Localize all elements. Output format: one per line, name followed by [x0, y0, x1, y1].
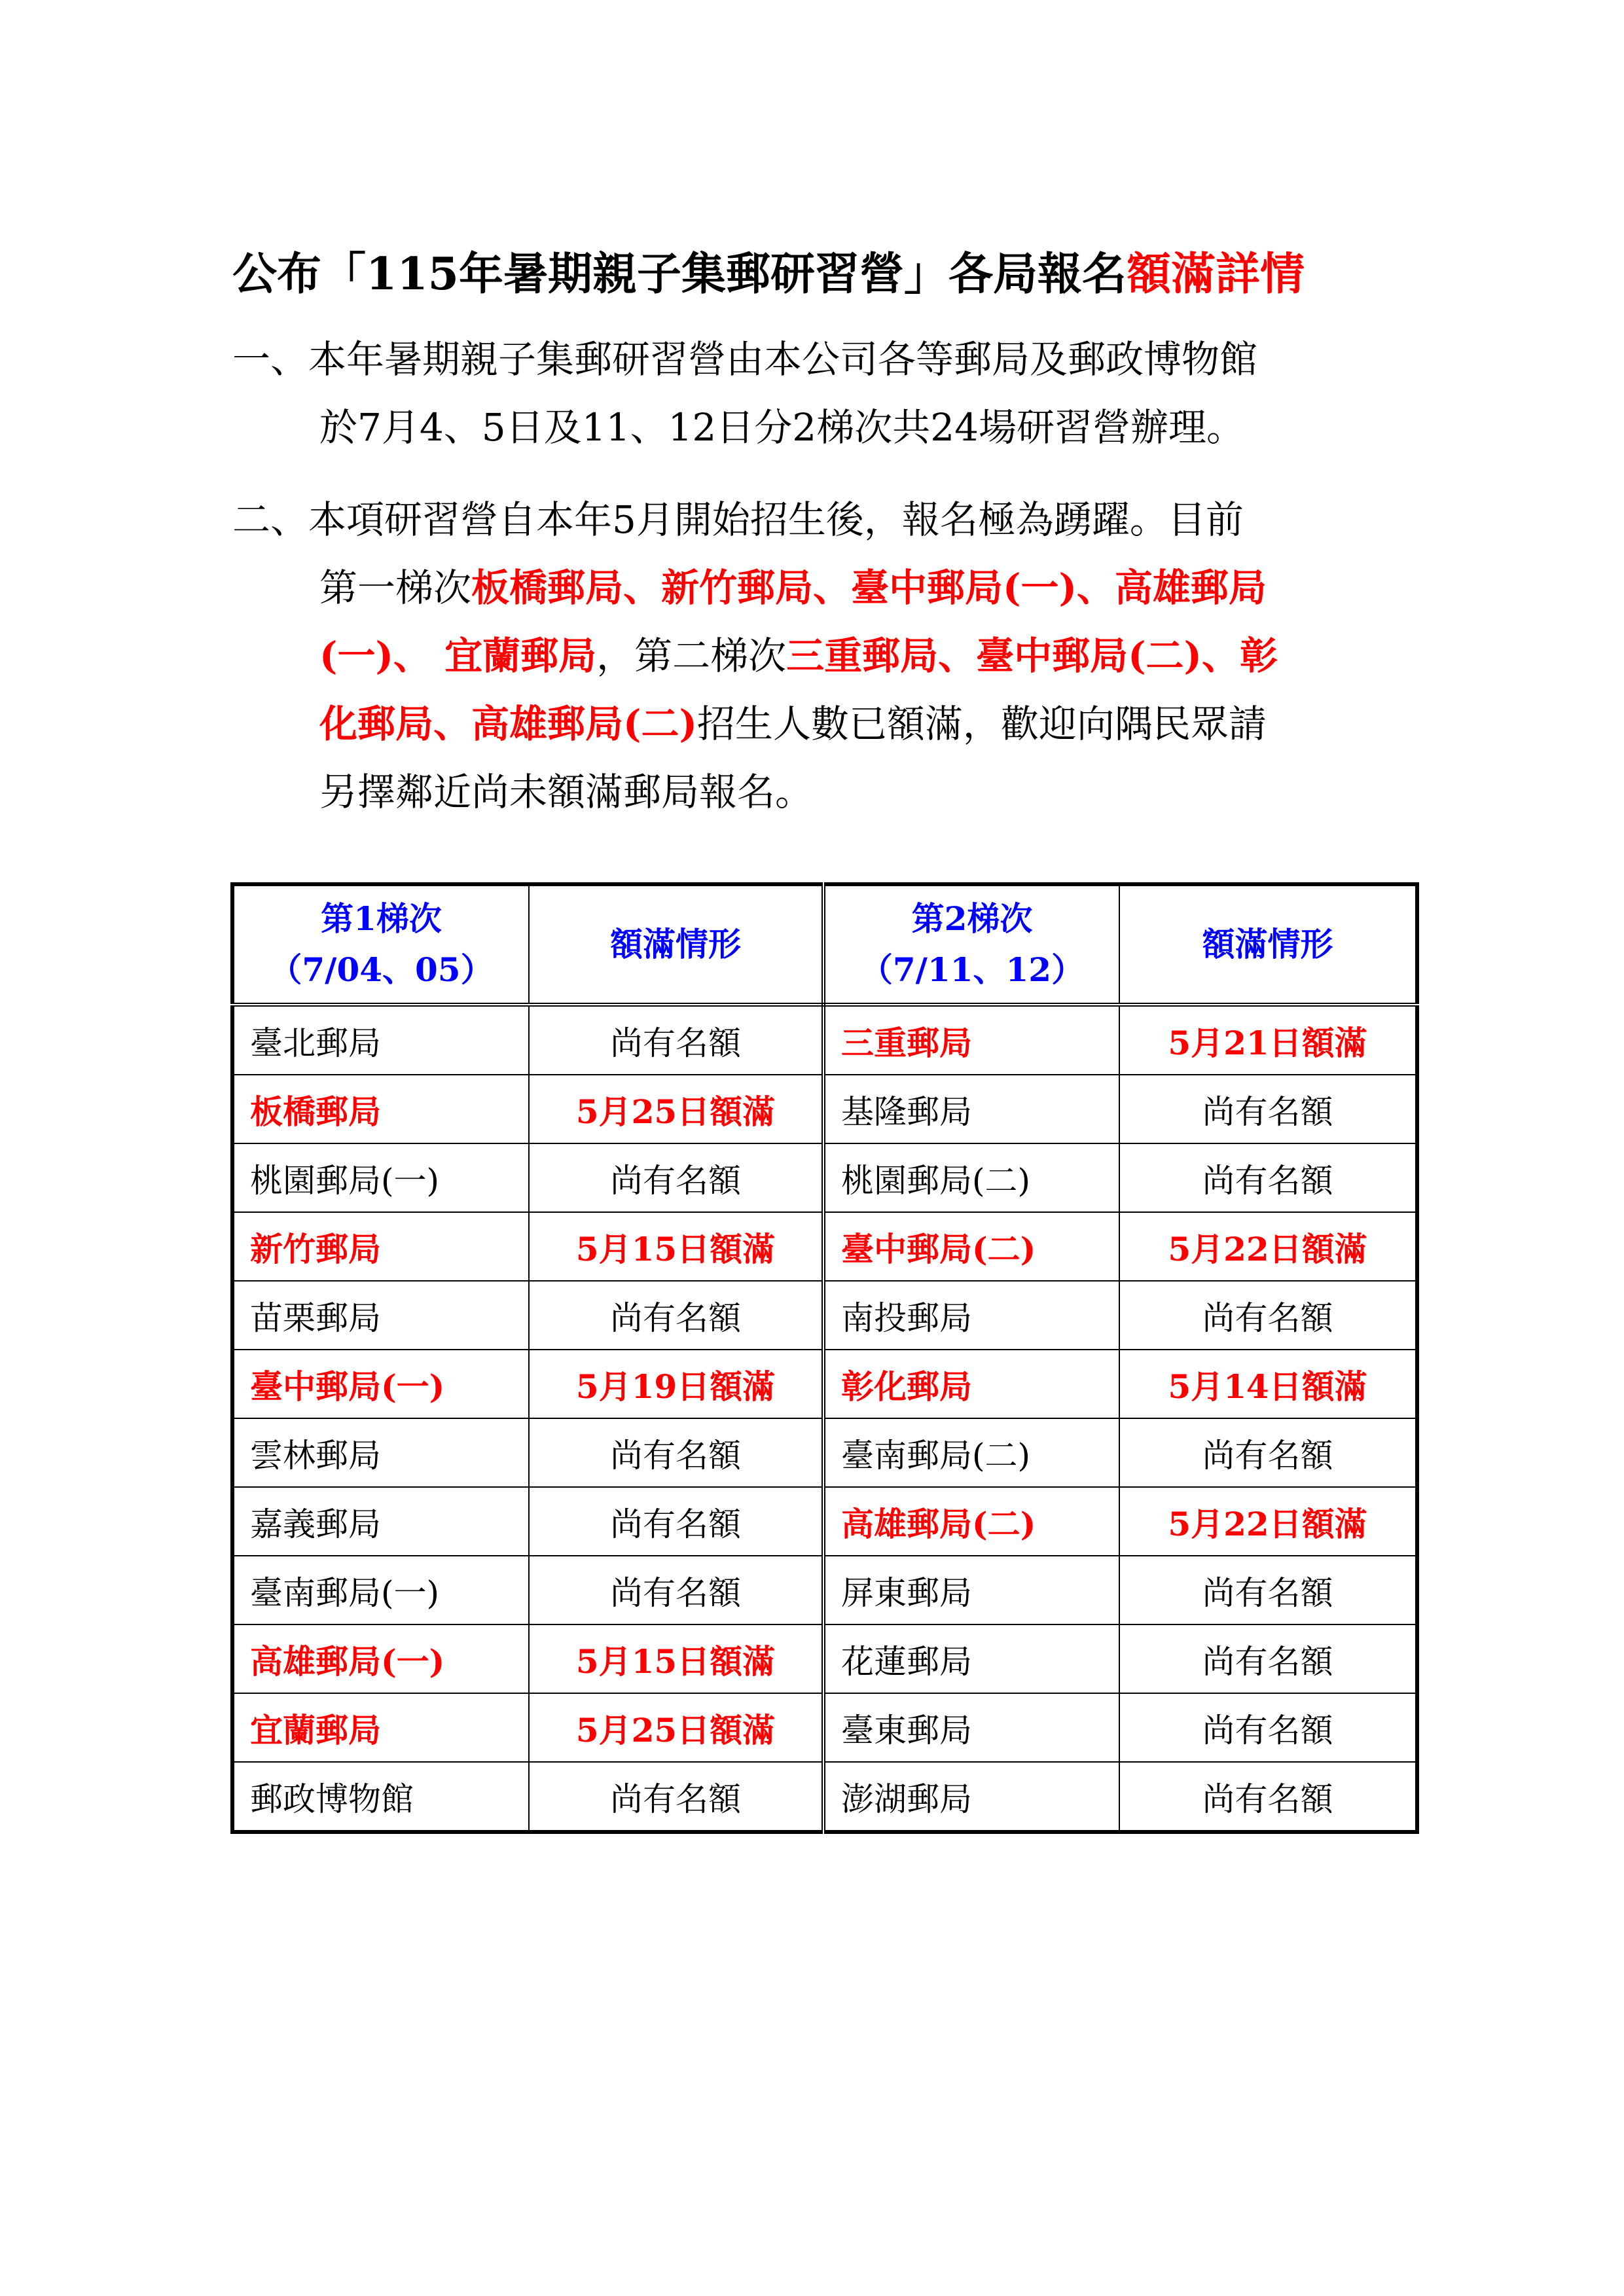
paragraph-two-line-3-highlight-a: (一)、 宜蘭郵局: [319, 634, 597, 678]
paragraph-two-line-2-highlight: 板橋郵局、新竹郵局、臺中郵局(一)、高雄郵局: [471, 565, 1267, 610]
table-row: [232, 1624, 1417, 1693]
paragraph-two-line-3-highlight-b: 三重郵局、臺中郵局(二)、彰: [786, 634, 1278, 678]
paragraph-two-line-4-highlight: 化郵局、高雄郵局(二): [319, 702, 697, 746]
paragraph-two-line-5: 另擇鄰近尚未額滿郵局報名。: [319, 770, 814, 814]
batch1-office-cell: 苗栗郵局: [232, 1281, 529, 1350]
batch1-office-cell: 嘉義郵局: [232, 1487, 529, 1556]
batch1-status-cell: 尚有名額: [529, 1005, 823, 1075]
table-row: [232, 1762, 1417, 1832]
batch2-office-cell: 臺南郵局(二): [823, 1418, 1119, 1487]
paragraph-two-line-4: [232, 690, 1411, 758]
table-row: [232, 1556, 1417, 1624]
batch2-header: [823, 884, 1119, 1005]
page-title: [232, 238, 1411, 310]
paragraph-two-line-2: [232, 554, 1411, 622]
batch1-header: [232, 884, 529, 1005]
batch1-status-cell: 5月19日額滿: [529, 1350, 823, 1418]
batch2-status-cell: 尚有名額: [1119, 1624, 1417, 1693]
table-row: [232, 1212, 1417, 1281]
paragraph-two-line-1: 二、本項研習營自本年5月開始招生後，報名極為踴躍。目前: [232, 497, 1244, 542]
table-row: [232, 1487, 1417, 1556]
batch1-title: 第1梯次: [321, 899, 442, 938]
batch2-office-cell: 花蓮郵局: [823, 1624, 1119, 1693]
batch1-status-cell: 尚有名額: [529, 1487, 823, 1556]
batch2-status-cell: 5月21日額滿: [1119, 1005, 1417, 1075]
batch1-status-cell: 尚有名額: [529, 1143, 823, 1212]
batch1-office-cell: 臺北郵局: [232, 1005, 529, 1075]
table-row: [232, 1418, 1417, 1487]
batch2-office-cell: 三重郵局: [823, 1005, 1119, 1075]
batch1-status-cell: 尚有名額: [529, 1418, 823, 1487]
table-row: [232, 1693, 1417, 1762]
batch1-office-cell: 臺南郵局(一): [232, 1556, 529, 1624]
paragraph-one: [232, 325, 1411, 461]
batch1-office-cell: 臺中郵局(一): [232, 1350, 529, 1418]
batch2-status-cell: 尚有名額: [1119, 1075, 1417, 1143]
table-row: [232, 1281, 1417, 1350]
table-header-row: [232, 884, 1417, 1005]
batch1-office-cell: 新竹郵局: [232, 1212, 529, 1281]
status2-header: 額滿情形: [1119, 884, 1417, 1005]
paragraph-two-line-2-plain: 第一梯次: [319, 565, 472, 610]
batch1-office-cell: 高雄郵局(一): [232, 1624, 529, 1693]
batch1-office-cell: 板橋郵局: [232, 1075, 529, 1143]
batch2-status-cell: 5月22日額滿: [1119, 1212, 1417, 1281]
batch2-status-cell: 尚有名額: [1119, 1281, 1417, 1350]
status1-header: 額滿情形: [529, 884, 823, 1005]
batch2-status-cell: 5月22日額滿: [1119, 1487, 1417, 1556]
title-main: 公布「115年暑期親子集郵研習營」各局報名: [232, 247, 1127, 300]
batch2-office-cell: 桃園郵局(二): [823, 1143, 1119, 1212]
table-row: [232, 1143, 1417, 1212]
paragraph-two-line-3-plain: ，第二梯次: [596, 634, 787, 678]
batch2-status-cell: 尚有名額: [1119, 1693, 1417, 1762]
table-row: [232, 1075, 1417, 1143]
batch1-status-cell: 5月15日額滿: [529, 1624, 823, 1693]
batch2-office-cell: 基隆郵局: [823, 1075, 1119, 1143]
batch1-status-cell: 尚有名額: [529, 1281, 823, 1350]
batch2-office-cell: 高雄郵局(二): [823, 1487, 1119, 1556]
paragraph-two-line-4-plain: 招生人數已額滿，歡迎向隅民眾請: [696, 702, 1267, 746]
batch1-office-cell: 雲林郵局: [232, 1418, 529, 1487]
batch1-office-cell: 宜蘭郵局: [232, 1693, 529, 1762]
batch2-status-cell: 尚有名額: [1119, 1556, 1417, 1624]
batch2-office-cell: 臺東郵局: [823, 1693, 1119, 1762]
batch2-office-cell: 南投郵局: [823, 1281, 1119, 1350]
batch2-office-cell: 屏東郵局: [823, 1556, 1119, 1624]
batch1-office-cell: 桃園郵局(一): [232, 1143, 529, 1212]
batch2-status-cell: 5月14日額滿: [1119, 1350, 1417, 1418]
table-row: [232, 1005, 1417, 1075]
batch1-dates: （7/04、05）: [269, 950, 494, 989]
quota-table: [230, 882, 1419, 1834]
batch2-title: 第2梯次: [911, 899, 1033, 938]
batch2-status-cell: 尚有名額: [1119, 1143, 1417, 1212]
batch2-office-cell: 臺中郵局(二): [823, 1212, 1119, 1281]
batch1-status-cell: 5月25日額滿: [529, 1075, 823, 1143]
table-row: [232, 1350, 1417, 1418]
batch2-status-cell: 尚有名額: [1119, 1762, 1417, 1832]
batch1-status-cell: 尚有名額: [529, 1556, 823, 1624]
batch2-status-cell: 尚有名額: [1119, 1418, 1417, 1487]
batch2-dates: （7/11、12）: [859, 950, 1085, 989]
batch1-office-cell: 郵政博物館: [232, 1762, 529, 1832]
paragraph-one-line-2: 於7月4、5日及11、12日分2梯次共24場研習營辦理。: [319, 405, 1245, 450]
table-body: [232, 1005, 1417, 1832]
batch1-status-cell: 5月15日額滿: [529, 1212, 823, 1281]
batch1-status-cell: 尚有名額: [529, 1762, 823, 1832]
paragraph-two-line-3: [232, 622, 1411, 690]
paragraph-one-line-1: 一、本年暑期親子集郵研習營由本公司各等郵局及郵政博物館: [232, 337, 1258, 382]
batch1-status-cell: 5月25日額滿: [529, 1693, 823, 1762]
paragraph-two: [232, 486, 1411, 826]
title-highlight: 額滿詳情: [1126, 247, 1305, 300]
batch2-office-cell: 澎湖郵局: [823, 1762, 1119, 1832]
batch2-office-cell: 彰化郵局: [823, 1350, 1119, 1418]
